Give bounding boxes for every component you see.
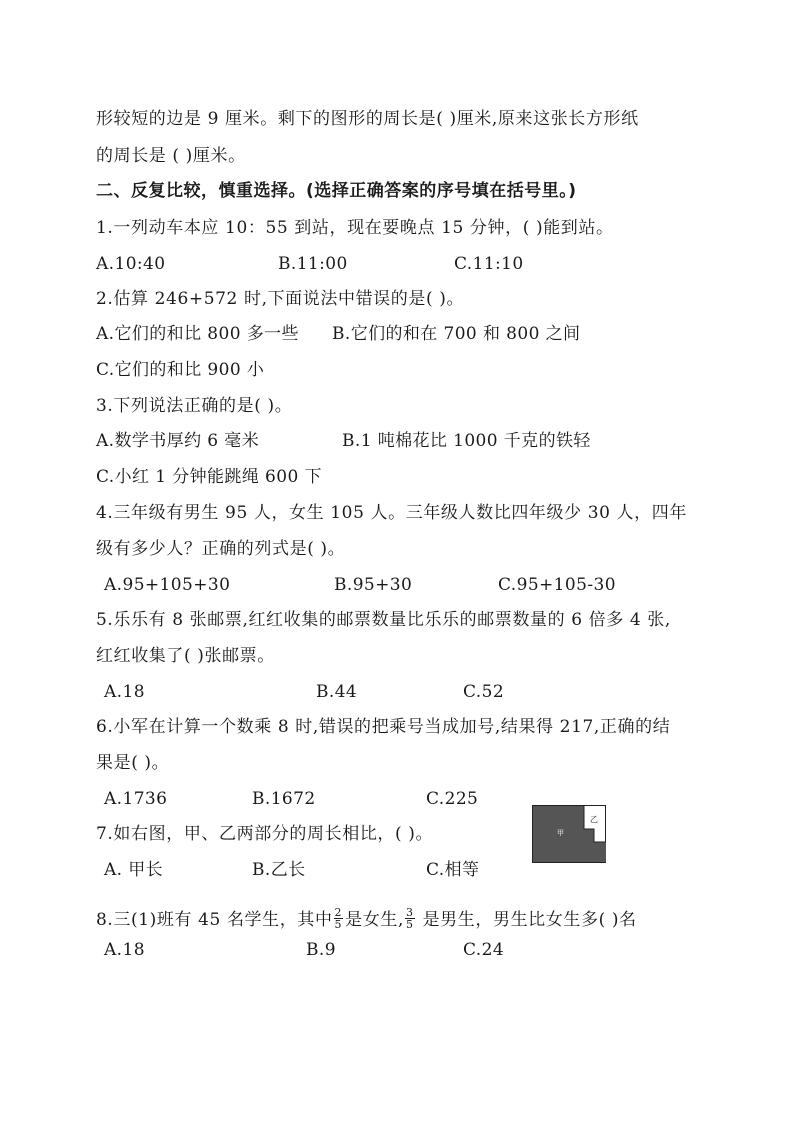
question-7-option-b[interactable]: B.乙长 (252, 860, 306, 880)
fraction-1-denominator: 5 (334, 918, 343, 931)
section-2-heading: 二、反复比较，慎重选择。(选择正确答案的序号填在括号里。) (96, 181, 577, 201)
question-8-option-c[interactable]: C.24 (463, 940, 505, 960)
question-6-option-a[interactable]: A.1736 (104, 789, 168, 809)
question-3-text: 3.下列说法正确的是( )。 (96, 396, 293, 416)
question-8-option-b[interactable]: B.9 (306, 940, 336, 960)
figure-label-yi: 乙 (590, 815, 598, 824)
question-7-text: 7.如右图，甲、乙两部分的周长相比，( )。 (96, 824, 434, 844)
question-6-text-line-1: 6.小军在计算一个数乘 8 时,错误的把乘号当成加号,结果得 217,正确的结 (96, 717, 671, 737)
question-5-option-c[interactable]: C.52 (463, 682, 505, 702)
question-5-text-line-2: 红红收集了( )张邮票。 (96, 646, 275, 666)
fraction-2-denominator: 5 (405, 918, 414, 931)
question-1-option-a[interactable]: A.10:40 (96, 254, 166, 274)
question-4-text-line-1: 4.三年级有男生 95 人，女生 105 人。三年级人数比四年级少 30 人，四年 (96, 503, 687, 523)
question-6-text-line-2: 果是( )。 (96, 753, 170, 773)
question-7-option-c[interactable]: C.相等 (426, 860, 480, 880)
fraction-two-fifths (334, 907, 344, 930)
question-2-option-a[interactable]: A.它们的和比 800 多一些 (96, 324, 299, 344)
intro-line-2: 的周长是 ( )厘米。 (96, 146, 246, 166)
question-8-text-start: 8.三(1)班有 45 名学生，其中 (96, 910, 333, 930)
fraction-1-numerator: 2 (334, 906, 343, 919)
question-2-option-b[interactable]: B.它们的和在 700 和 800 之间 (332, 324, 581, 344)
question-4-option-c[interactable]: C.95+105-30 (498, 575, 616, 595)
intro-line-1: 形较短的边是 9 厘米。剩下的图形的周长是( )厘米,原来这张长方形纸 (96, 109, 639, 129)
question-3-option-c[interactable]: C.小红 1 分钟能跳绳 600 下 (96, 467, 322, 487)
question-4-option-a[interactable]: A.95+105+30 (104, 575, 231, 595)
question-8-text-middle: 是女生, (345, 910, 404, 930)
question-3-option-b[interactable]: B.1 吨棉花比 1000 千克的铁轻 (342, 431, 591, 451)
question-3-option-a[interactable]: A.数学书厚约 6 毫米 (96, 431, 260, 451)
question-8-option-a[interactable]: A.18 (104, 940, 145, 960)
question-8-text-end: 是男生，男生比女生多( )名 (416, 910, 637, 930)
question-6-option-c[interactable]: C.225 (426, 789, 479, 809)
question-2-option-c[interactable]: C.它们的和比 900 小 (96, 360, 265, 380)
question-5-option-b[interactable]: B.44 (316, 682, 358, 702)
question-6-option-b[interactable]: B.1672 (252, 789, 316, 809)
question-1-option-c[interactable]: C.11:10 (454, 254, 524, 274)
question-7-option-a[interactable]: A. 甲长 (104, 860, 164, 880)
fraction-three-fifths (405, 907, 415, 930)
question-1-text: 1.一列动车本应 10：55 到站，现在要晚点 15 分钟，( )能到站。 (96, 218, 614, 238)
fraction-2-numerator: 3 (405, 906, 414, 919)
question-1-option-b[interactable]: B.11:00 (278, 254, 348, 274)
question-5-option-a[interactable]: A.18 (104, 682, 145, 702)
question-5-text-line-1: 5.乐乐有 8 张邮票,红红收集的邮票数量比乐乐的邮票数量的 6 倍多 4 张, (96, 610, 671, 630)
figure-label-jia: 甲 (557, 829, 564, 837)
question-2-text: 2.估算 246+572 时,下面说法中错误的是( )。 (96, 289, 465, 309)
question-4-option-b[interactable]: B.95+30 (334, 575, 413, 595)
question-4-text-line-2: 级有多少人？正确的列式是( )。 (96, 539, 346, 559)
perimeter-comparison-figure (532, 805, 606, 863)
question-8-text (96, 903, 637, 937)
